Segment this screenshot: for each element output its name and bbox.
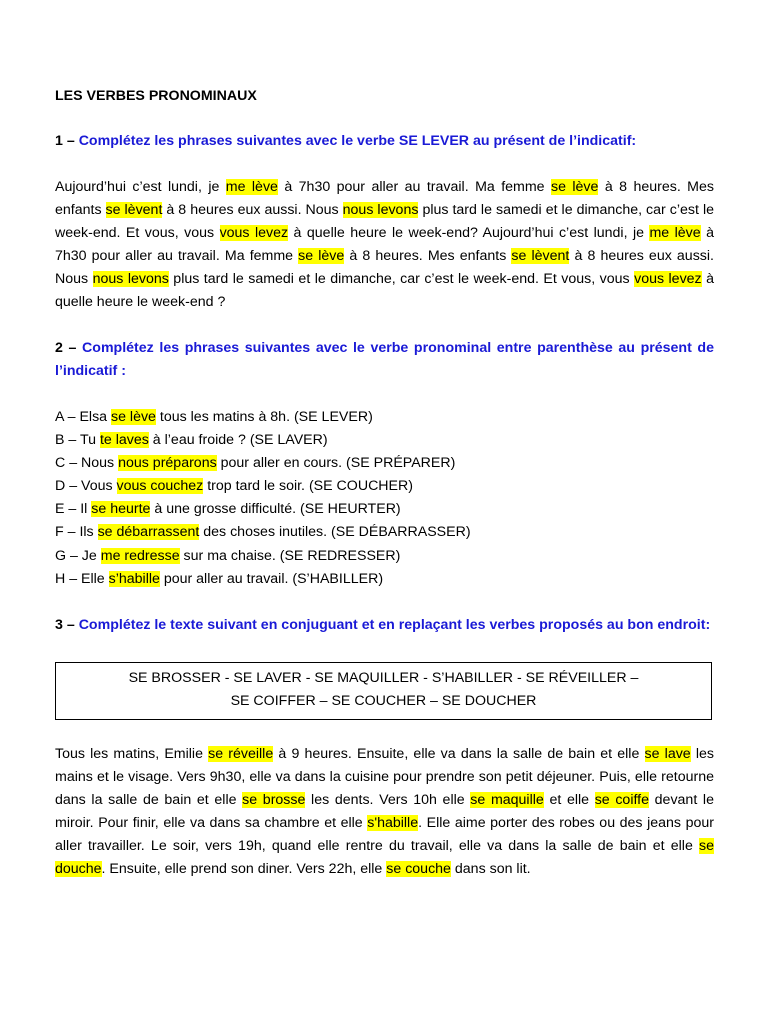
answer-highlight: se coiffe [594,792,649,809]
list-item: F – Ils se débarrassent des choses inutiles. (SE DÉBARRASSER) [55,524,471,541]
section3-heading [55,614,714,637]
answer-highlight: se débarrassent [97,524,200,541]
answer-highlight: se heurte [91,501,151,518]
answer-highlight: se réveille [208,746,274,762]
list-item: G – Je me redresse sur ma chaise. (SE REDRESSER) [55,547,401,564]
list-item: D – Vous vous couchez trop tard le soir. (SE COUCHER) [55,478,413,495]
paragraph-text: dans son lit. [450,861,531,878]
paragraph-text: à 8 heures. Mes enfants [55,179,714,219]
answer-highlight: te laves [99,432,149,449]
paragraph-text: . Elle aime porter des robes ou des jeans pour aller travailler. Le soir, vers 19h, quand elle rentre du travail, elle va dans la salle de bain et elle [55,815,714,855]
answer-highlight: se brosse [242,792,306,809]
verb-list-line-2: SE COIFFER – SE COUCHER – SE DOUCHER [230,692,537,709]
section2-list [55,406,714,591]
section2-heading [55,337,714,383]
paragraph-text: devant le miroir. Pour finir, elle va dans sa chambre et elle [55,792,714,832]
answer-highlight: se couche [386,861,451,878]
answer-highlight: me lève [225,179,278,195]
paragraph-text: à 8 heures. Mes enfants [344,248,512,265]
paragraph-text: et elle [543,792,595,809]
list-item: E – Il se heurte à une grosse difficulté. (SE HEURTER) [55,501,401,518]
section1-heading [55,130,714,153]
answer-highlight: se douche [55,838,714,878]
answer-highlight: nous levons [92,271,169,288]
answer-highlight: me lève [649,225,701,242]
paragraph-text: à quelle heure le week-end? Aujourd’hui c’est lundi, je [288,225,650,242]
answer-highlight: se lève [550,179,599,195]
paragraph-text: Tous les matins, Emilie [55,746,209,762]
paragraph-text: à 8 heures eux aussi. Nous [55,248,714,288]
section1-instruction: Complétez les phrases suivantes avec le verbe SE LEVER au présent de l’indicatif: [78,133,637,149]
paragraph-text: à 8 heures eux aussi. Nous [162,202,343,219]
verb-list-line-1: SE BROSSER - SE LAVER - SE MAQUILLER - S’HABILLER - SE RÉVEILLER – [128,670,639,686]
paragraph-text: plus tard le samedi et le dimanche, car c’est le week-end. Et vous, vous [55,202,714,242]
list-item: A – Elsa se lève tous les matins à 8h. (SE LEVER) [55,409,373,425]
answer-highlight: se lèvent [511,248,570,265]
answer-highlight: nous préparons [118,455,217,472]
answer-highlight: se lève [111,409,156,425]
list-item: H – Elle s’habille pour aller au travail. (S’HABILLER) [55,570,384,587]
paragraph-text: les mains et le visage. Vers 9h30, elle va dans la cuisine pour prendre son petit déjeuner. Puis, elle retourne dans la salle de bain et elle [55,746,715,809]
answer-highlight: vous couchez [116,478,204,495]
paragraph-text: Aujourd’hui c’est lundi, je [55,179,226,195]
section2-instruction: Complétez les phrases suivantes avec le verbe pronominal entre parenthèse au présent de l’indicatif : [55,340,714,379]
answer-highlight: se lave [644,746,691,762]
section1-paragraph [55,176,714,315]
answer-highlight: s’habille [108,570,160,587]
answer-highlight: vous levez [219,225,289,242]
verb-list-box [55,662,712,720]
section3-instruction: Complétez le texte suivant en conjuguant et en replaçant les verbes proposés au bon endroit: [78,617,711,633]
answer-highlight: s'habille [367,815,419,832]
paragraph-text: à 7h30 pour aller au travail. Ma femme [55,225,714,265]
answer-highlight: nous levons [342,202,419,219]
paragraph-text: . Ensuite, elle prend son diner. Vers 22h, elle [101,861,387,878]
answer-highlight: se lèvent [105,202,163,219]
answer-highlight: vous levez [634,271,702,288]
section1-number: 1 – [55,133,75,149]
document-title: LES VERBES PRONOMINAUX [55,88,257,104]
section3-paragraph [55,743,714,882]
answer-highlight: me redresse [100,547,180,564]
answer-highlight: se lève [298,248,345,265]
section2-number: 2 – [55,340,77,356]
paragraph-text: à quelle heure le week-end ? [55,271,715,311]
paragraph-text: à 9 heures. Ensuite, elle va dans la salle de bain et elle [273,746,645,762]
list-item: B – Tu te laves à l’eau froide ? (SE LAVER) [55,432,328,449]
paragraph-text: plus tard le samedi et le dimanche, car c’est le week-end. Et vous, vous [168,271,635,288]
answer-highlight: se maquille [470,792,544,809]
paragraph-text: à 7h30 pour aller au travail. Ma femme [277,179,551,195]
list-item: C – Nous nous préparons pour aller en cours. (SE PRÉPARER) [55,455,456,472]
paragraph-text: les dents. Vers 10h elle [305,792,471,809]
section3-number: 3 – [55,617,75,633]
